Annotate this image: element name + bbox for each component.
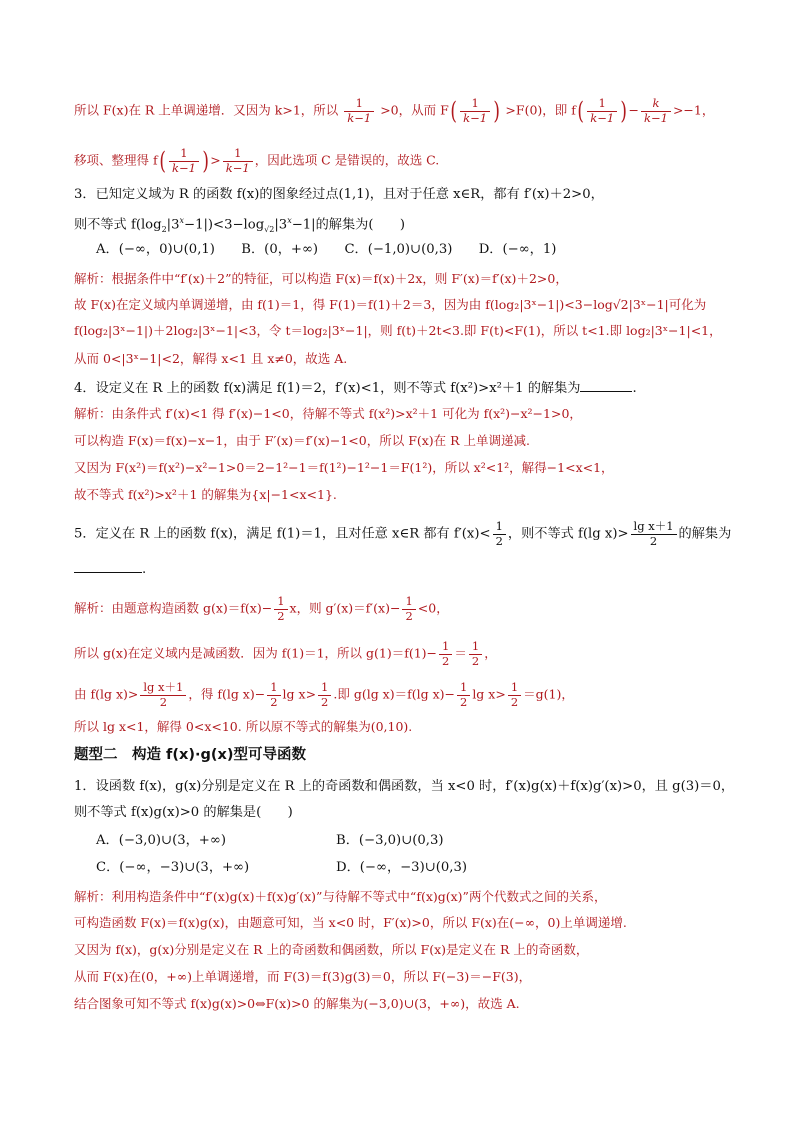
q5-stem-line-1: 5．定义在 R 上的函数 f(x)，满足 f(1)＝1，且对任意 x∈R 都有 f′(x)< $\frac{1}{2}$ ，则不等式 f(lg x)> $\frac{\text{lg x＋1}}{2}$ 的解集为 <box>74 519 732 548</box>
fraction: $\frac{1}{2}$ <box>274 596 287 622</box>
p2-line-1: 所以 F(x)在 R 上单调递增．又因为 k>1，所以 $\frac{1}{k-1}$ >0，从而 F( $\frac{1}{k-1}$ ) >F(0)，即 f( $\frac{1}{k-1}$ )− $\frac{k}{k-1}$ >−1， <box>74 96 715 125</box>
q5-stem-line-2: . <box>74 560 146 579</box>
section-heading: 题型二 构造 f(x)·g(x)型可导函数 <box>74 747 306 763</box>
fraction: $\frac{k}{k-1}$ <box>641 98 671 124</box>
fraction: $\frac{1}{k-1}$ <box>460 98 490 124</box>
q4-solution-3: 又因为 F(x²)＝f(x²)−x²−1>0＝2−1²−1＝f(1²)−1²−1＝F(1²)，所以 x²<1²，解得−1<x<1， <box>74 460 614 475</box>
fraction: $\frac{1}{k-1}$ <box>587 98 617 124</box>
p2-line-2: 移项、整理得 f( $\frac{1}{k-1}$ )> $\frac{1}{k-1}$ ，因此选项 C 是错误的，故选 C. <box>74 146 440 175</box>
fraction: $\frac{1}{k-1}$ <box>344 98 374 124</box>
fraction: $\frac{1}{2}$ <box>508 682 521 708</box>
q5-solution-2: 所以 g(x)在定义域内是减函数．因为 f(1)＝1，所以 g(1)＝f(1)− $\frac{1}{2}$ ＝ $\frac{1}{2}$ ， <box>74 639 497 668</box>
fraction: $\frac{1}{2}$ <box>439 641 452 667</box>
t2q1-solution-1: 解析：利用构造条件中“f′(x)g(x)＋f(x)g′(x)”与待解不等式中“f(x)g(x)”两个代数式之间的关系， <box>74 889 607 904</box>
t2q1-stem-line-1: 1．设函数 f(x)，g(x)分别是定义在 R 上的奇函数和偶函数，当 x<0 时，f′(x)g(x)＋f(x)g′(x)>0，且 g(3)＝0， <box>74 779 735 794</box>
fraction: $\frac{1}{2}$ <box>469 641 482 667</box>
fraction: $\frac{1}{2}$ <box>457 682 470 708</box>
fraction: $\frac{\text{lg x＋1}}{2}$ <box>140 682 186 708</box>
fraction: $\frac{1}{2}$ <box>267 682 280 708</box>
t2q1-option-a: A．(−3,0)∪(3，+∞) <box>96 833 226 848</box>
t2q1-solution-4: 从而 F(x)在(0，+∞)上单调递增，而 F(3)＝f(3)g(3)＝0，所以 F(−3)＝−F(3)， <box>74 969 532 984</box>
fraction: $\frac{1}{2}$ <box>318 682 331 708</box>
fraction: $\frac{\text{lg x＋1}}{2}$ <box>631 521 677 547</box>
q3-solution-1: 解析：根据条件中“f′(x)＋2”的特征，可以构造 F(x)＝f(x)＋2x，则 F′(x)＝f′(x)＋2>0， <box>74 271 568 286</box>
q3-solution-4: 从而 0<|3ˣ−1|<2，解得 x<1 且 x≠0，故选 A. <box>74 351 348 366</box>
t2q1-solution-5: 结合图象可知不等式 f(x)g(x)>0⇔F(x)>0 的解集为(−3,0)∪(3，+∞)，故选 A. <box>74 996 520 1011</box>
t2q1-solution-3: 又因为 f(x)，g(x)分别是定义在 R 上的奇函数和偶函数，所以 F(x)是定义在 R 上的奇函数， <box>74 942 589 957</box>
fraction: $\frac{1}{2}$ <box>402 596 415 622</box>
fraction: $\frac{1}{k-1}$ <box>223 148 253 174</box>
fraction: $\frac{1}{2}$ <box>493 521 506 547</box>
q3-choices: A．(−∞，0)∪(0,1) B．(0，+∞) C．(−1,0)∪(0,3) D．(−∞，1) <box>96 242 557 257</box>
q3-stem-line-2: 则不等式 $f(\log_2|3^x-1|)<3-\log_{√2}|3^x-1|$的解集为( ) <box>74 216 406 235</box>
q3-stem-line-1: 3．已知定义域为 R 的函数 f(x)的图象经过点(1,1)，且对于任意 x∈R，都有 f′(x)＋2>0， <box>74 187 604 202</box>
answer-blank <box>74 560 142 573</box>
fraction: $\frac{1}{k-1}$ <box>169 148 199 174</box>
q3-solution-2: 故 F(x)在定义域内单调递增，由 f(1)＝1，得 F(1)＝f(1)＋2＝3，因为由 f(log₂|3ˣ−1|)<3−log√2|3ˣ−1|可化为 <box>74 297 707 312</box>
t2q1-option-c: C．(−∞，−3)∪(3，+∞) <box>96 860 250 875</box>
q4-solution-2: 可以构造 F(x)＝f(x)−x−1，由于 F′(x)＝f′(x)−1<0，所以 F(x)在 R 上单调递减. <box>74 433 531 448</box>
answer-blank <box>580 379 632 392</box>
q5-solution-1: 解析：由题意构造函数 g(x)＝f(x)− $\frac{1}{2}$ x，则 g′(x)＝f′(x)− $\frac{1}{2}$ <0， <box>74 594 449 623</box>
q3-solution-3: f(log₂|3ˣ−1|)＋2log₂|3ˣ−1|<3，令 t＝log₂|3ˣ−1|，则 f(t)＋2t<3.即 F(t)<F(1)，所以 t<1.即 log₂|3ˣ−1|<1， <box>74 323 722 338</box>
q4-solution-4: 故不等式 f(x²)>x²＋1 的解集为{x|−1<x<1}. <box>74 487 337 502</box>
t2q1-stem-line-2: 则不等式 f(x)g(x)>0 的解集是( ) <box>74 805 293 820</box>
t2q1-solution-2: 可构造函数 F(x)＝f(x)g(x)，由题意可知，当 x<0 时，F′(x)>0，所以 F(x)在(−∞，0)上单调递增. <box>74 915 627 930</box>
t2q1-option-b: B．(−3,0)∪(0,3) <box>336 833 444 848</box>
q5-solution-3: 由 f(lg x)> $\frac{\text{lg x＋1}}{2}$ ，得 f(lg x)− $\frac{1}{2}$ lg x> $\frac{1}{2}$ .即 g(lg x)＝f(lg x)− $\frac{1}{2}$ lg x> $\frac{1}{2}$ ＝g(1)， <box>74 680 574 709</box>
q4-solution-1: 解析：由条件式 f′(x)<1 得 f′(x)−1<0，待解不等式 f(x²)>x²＋1 可化为 f(x²)−x²−1>0， <box>74 406 582 421</box>
q5-solution-4: 所以 lg x<1，解得 0<x<10. 所以原不等式的解集为(0,10). <box>74 719 413 734</box>
t2q1-option-d: D．(−∞，−3)∪(0,3) <box>336 860 468 875</box>
q4-stem: 4．设定义在 R 上的函数 f(x)满足 f(1)＝2，f′(x)<1，则不等式 f(x²)>x²＋1 的解集为 . <box>74 381 637 396</box>
